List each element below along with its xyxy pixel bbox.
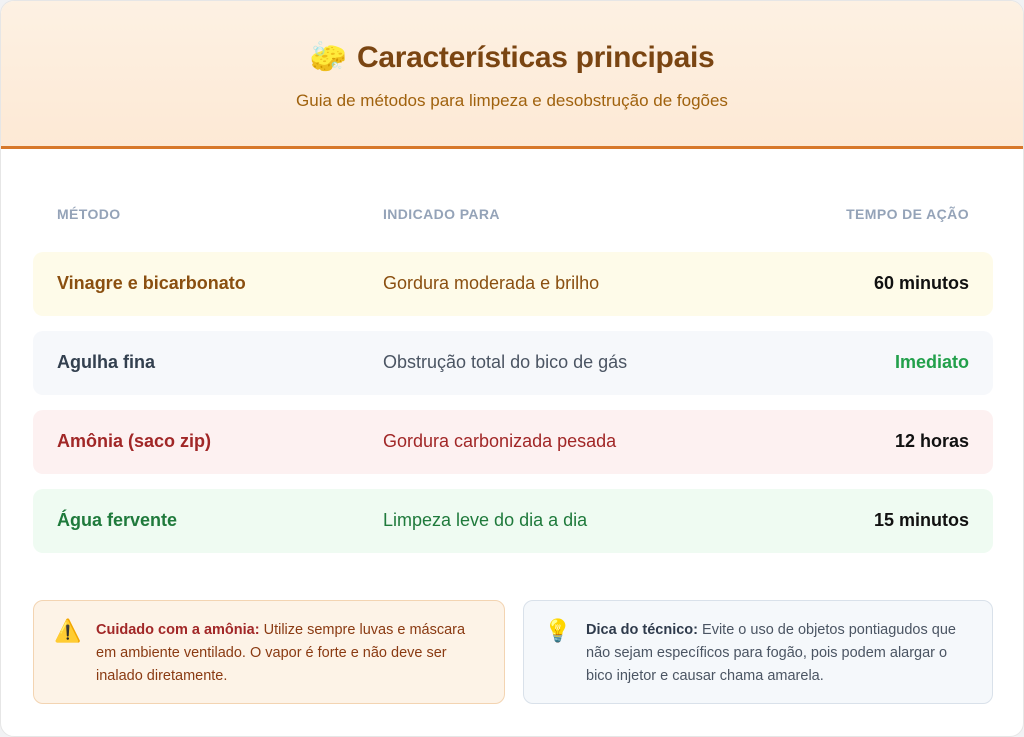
- method-cell: Água fervente: [57, 510, 178, 530]
- warning-body: Utilize sempre luvas e máscara em ambiente ventilado. O vapor é forte e não deve ser inalado diretamente.: [96, 622, 466, 684]
- warning-icon: ⚠️: [54, 618, 82, 643]
- warning-label: Cuidado com a amônia:: [96, 622, 260, 638]
- method-cell: Agulha fina: [57, 352, 155, 372]
- column-header-method: MÉTODO: [57, 206, 121, 222]
- table-row: [33, 252, 993, 316]
- table-row: [33, 331, 993, 395]
- time-cell: Imediato: [894, 352, 969, 372]
- warning-note: [33, 600, 505, 704]
- tip-text: [586, 619, 976, 688]
- table-row: [33, 489, 993, 553]
- indication-cell: Obstrução total do bico de gás: [383, 352, 628, 372]
- lightbulb-icon: 💡: [544, 618, 572, 643]
- page-title: Características principais: [356, 41, 715, 74]
- indication-cell: Gordura moderada e brilho: [383, 273, 600, 293]
- indication-cell: Gordura carbonizada pesada: [383, 431, 617, 451]
- page-subtitle: Guia de métodos para limpeza e desobstrução de fogões: [296, 91, 728, 110]
- column-header-indication: INDICADO PARA: [383, 206, 500, 222]
- time-cell: 15 minutos: [873, 510, 969, 530]
- card-header: [1, 1, 1023, 149]
- tip-label: Dica do técnico:: [586, 622, 698, 638]
- warning-text: [96, 619, 488, 688]
- method-cell: Vinagre e bicarbonato: [57, 273, 246, 293]
- sponge-icon: 🧽: [309, 41, 347, 74]
- table-row: [33, 410, 993, 474]
- time-cell: 12 horas: [894, 431, 969, 451]
- time-cell: 60 minutos: [873, 273, 969, 293]
- column-header-time: TEMPO DE AÇÃO: [846, 206, 969, 222]
- method-cell: Amônia (saco zip): [57, 431, 212, 451]
- indication-cell: Limpeza leve do dia a dia: [383, 510, 588, 530]
- tip-body: Evite o uso de objetos pontiagudos que não sejam específicos para fogão, pois podem alargar o bico injetor e causar chama amarela.: [586, 622, 956, 684]
- tip-note: [523, 600, 993, 704]
- title-row: [1, 1, 1023, 75]
